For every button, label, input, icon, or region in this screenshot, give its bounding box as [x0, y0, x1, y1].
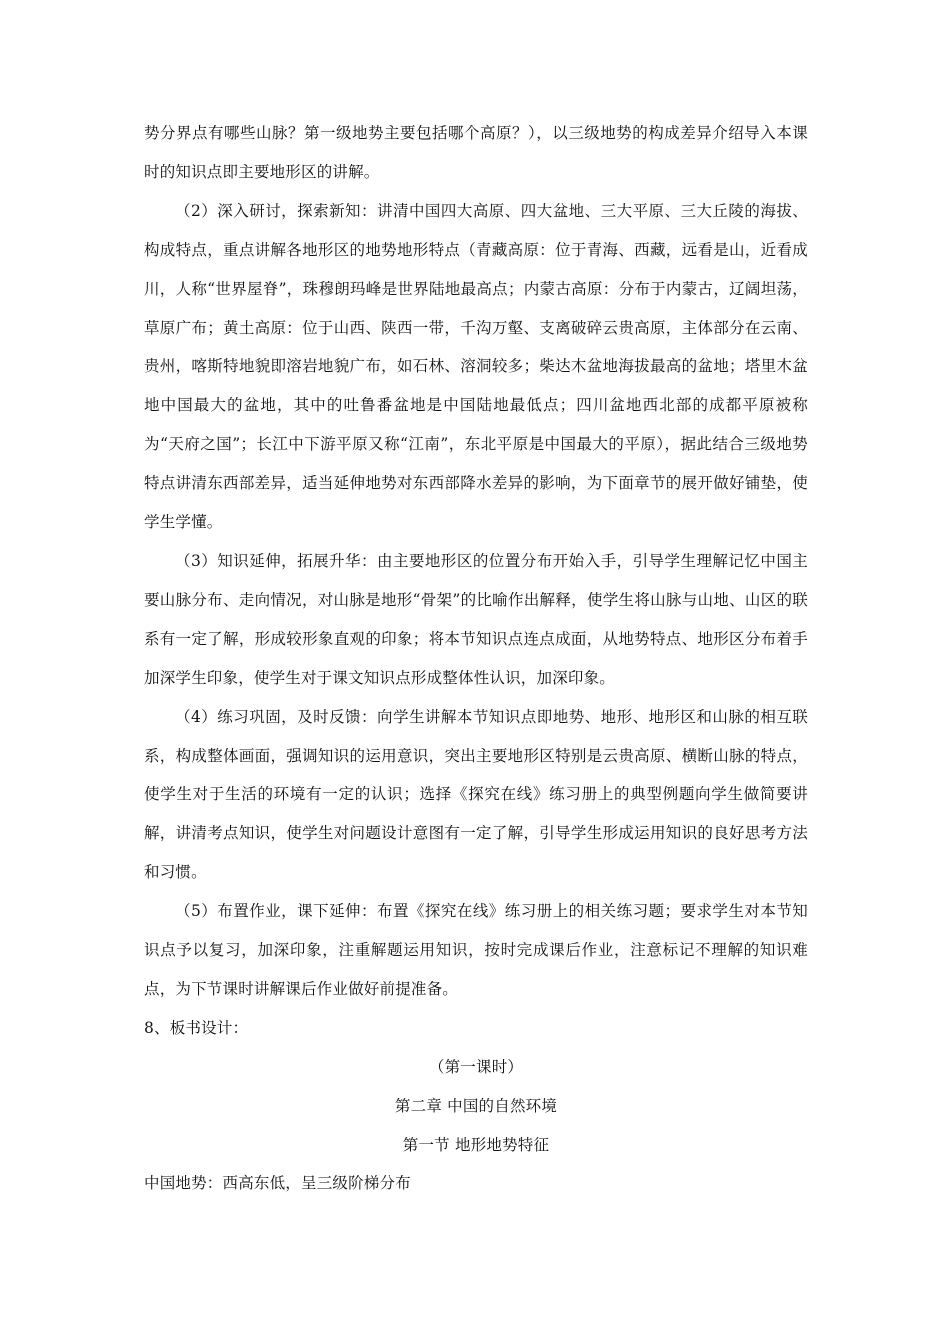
- paragraph-step-2: （2）深入研讨，探索新知：讲清中国四大高原、四大盆地、三大平原、三大丘陵的海拔、构成特点，重点讲解各地形区的地势地形特点（青藏高原：位于青海、西藏，远看是山，近看成川，人称“世界屋脊”，珠穆朗玛峰是世界陆地最高点；内蒙古高原：分布于内蒙古，辽阔坦荡，草原广布；黄土高原：位于山西、陕西一带，千沟万壑、支离破碎云贵高原，主体部分在云南、贵州，喀斯特地貌即溶岩地貌广布，如石林、溶洞较多；柴达木盆地海拔最高的盆地；塔里木盆地中国最大的盆地，其中的吐鲁番盆地是中国陆地最低点；四川盆地西北部的成都平原被称为“天府之国”；长江中下游平原又称“江南”，东北平原是中国最大的平原），据此结合三级地势特点讲清东西部差异，适当延伸地势对东西部降水差异的影响，为下面章节的展开做好铺垫，使学生学懂。: [144, 201, 808, 532]
- paragraph-step-4: （4）练习巩固，及时反馈：向学生讲解本节知识点即地势、地形、地形区和山脉的相互联系，构成整体画面，强调知识的运用意识，突出主要地形区特别是云贵高原、横断山脉的特点，使学生对于生活的环境有一定的认识；选择《探究在线》练习册上的典型例题向学生做简要讲解，讲清考点知识，使学生对问题设计意图有一定了解，引导学生形成运用知识的良好思考方法和习惯。: [144, 707, 808, 882]
- board-lesson-label: （第一课时）: [428, 1057, 524, 1076]
- paragraph-step-5: （5）布置作业，课下延伸：布置《探究在线》练习册上的相关练习题；要求学生对本节知识点予以复习，加深印象，注重解题运用知识，按时完成课后作业，注意标记不理解的知识难点，为下节课时讲解课后作业做好前提准备。: [144, 902, 808, 998]
- paragraph-intro-continuation: 势分界点有哪些山脉？第一级地势主要包括哪个高原？），以三级地势的构成差异介绍导入本课时的知识点即主要地形区的讲解。: [144, 124, 808, 181]
- paragraph-step-3: （3）知识延伸，拓展升华：由主要地形区的位置分布开始入手，引导学生理解记忆中国主要山脉分布、走向情况，对山脉是地形“骨架”的比喻作出解释，使学生将山脉与山地、山区的联系有一定了解，形成较形象直观的印象；将本节知识点连点成面，从地势特点、地形区分布着手加深学生印象，使学生对于课文知识点形成整体性认识，加深印象。: [144, 551, 808, 687]
- document-body: [144, 114, 808, 1203]
- board-section-title: 第一节 地形地势特征: [402, 1135, 550, 1154]
- section-heading-board-design: 8、板书设计：: [144, 1018, 249, 1037]
- board-chapter-title: 第二章 中国的自然环境: [394, 1096, 558, 1115]
- board-first-point: 中国地势：西高东低，呈三级阶梯分布: [144, 1174, 411, 1193]
